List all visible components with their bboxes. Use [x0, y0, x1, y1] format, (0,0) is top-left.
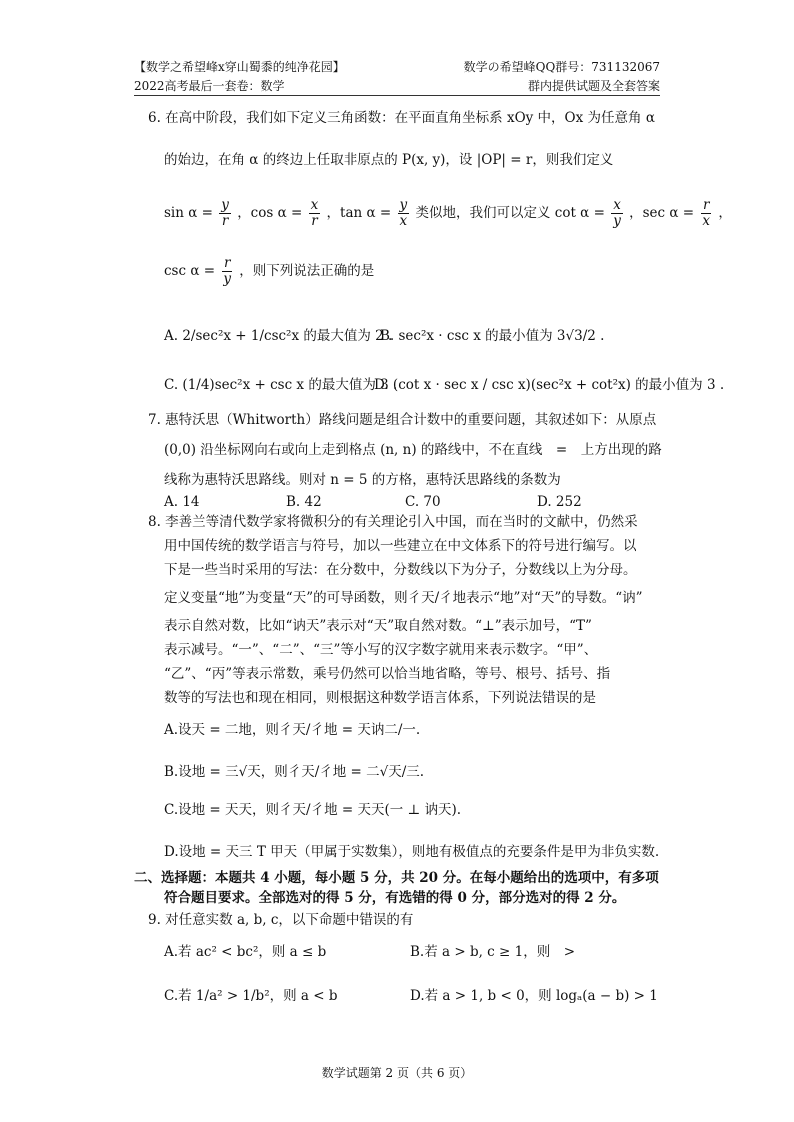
q6-cos-label: ，cos α =: [237, 205, 303, 221]
q6-sec-label: ，sec α =: [629, 205, 695, 221]
q8-option-a[interactable]: A.设天 = 二地，则彳天/彳地 = 天讷二/一.: [164, 722, 421, 738]
page-footer: 数学试题第 2 页（共 6 页）: [321, 1066, 473, 1080]
q8-line-1: 8. 李善兰等清代数学家将微积分的有关理论引入中国，而在当时的文献中，仍然采: [148, 514, 638, 530]
q9-option-b[interactable]: B.若 a > b, c ≥ 1，则 >: [410, 944, 576, 960]
q8-line-8: 数等的写法也和现在相同，则根据这种数学语言体系，下列说法错误的是: [164, 690, 596, 706]
section-2-line-1: 二、选择题：本题共 4 小题，每小题 5 分，共 20 分。在每小题给出的选项中，有多项: [134, 870, 659, 886]
q8-option-b[interactable]: B.设地 = 三√天，则彳天/彳地 = 二√天/三.: [164, 764, 425, 780]
q6-comma: ，: [718, 205, 732, 221]
frac-r-over-x: $\frac{r}{x}$: [702, 197, 711, 229]
q6-option-a[interactable]: A. 2/sec²x + 1/csc²x 的最大值为 2 .: [164, 328, 393, 344]
q8-line-6: 表示减号。“一”、“二”、“三”等小写的汉字数字就用来表示数字。“甲”、: [164, 642, 598, 658]
header-right-bottom: 群内提供试题及全套答案: [527, 79, 660, 93]
q8-line-4: 定义变量“地”为变量“天”的可导函数，则彳天/彳地表示“地”对“天”的导数。“讷”: [164, 590, 643, 606]
frac-x-over-r: $\frac{x}{r}$: [310, 197, 319, 229]
q9-option-a[interactable]: A.若 ac² < bc²，则 a ≤ b: [164, 944, 327, 960]
q6-option-b[interactable]: B. sec²x · csc x 的最小值为 3√3/2 .: [380, 328, 605, 344]
q6-line-4: [164, 254, 374, 288]
q7-option-d[interactable]: D. 252: [537, 494, 582, 510]
q9-option-c[interactable]: C.若 1/a² > 1/b²，则 a < b: [164, 988, 338, 1004]
q7-line-2: (0,0) 沿坐标网向右或向上走到格点 (n, n) 的路线中，不在直线 = 上方出现的路: [164, 442, 662, 458]
q8-line-3: 下是一些当时采用的写法：在分数中，分数线以下为分子，分数线以上为分母。: [164, 562, 637, 578]
q6-option-d[interactable]: D. (cot x · sec x / csc x)(sec²x + cot²x) 的最小值为 3 .: [374, 377, 725, 393]
q7-option-c[interactable]: C. 70: [405, 494, 441, 510]
q7-option-a[interactable]: A. 14: [164, 494, 200, 510]
q6-cot-label: 类似地，我们可以定义 cot α =: [415, 205, 605, 221]
q9-line-1: 9. 对任意实数 a, b, c，以下命题中错误的有: [148, 912, 414, 928]
frac-r-over-y: $\frac{r}{y}$: [223, 255, 231, 287]
q6-line-3: [164, 196, 732, 230]
q6-line-1: 6. 在高中阶段，我们如下定义三角函数：在平面直角坐标系 xOy 中，Ox 为任意角 α: [148, 110, 655, 126]
q7-line-3: 线称为惠特沃思路线。则对 n = 5 的方格，惠特沃思路线的条数为: [164, 472, 561, 488]
q8-line-5: 表示自然对数，比如“讷天”表示对“天”取自然对数。“⊥”表示加号，“T”: [164, 618, 592, 634]
q8-option-c[interactable]: C.设地 = 天天，则彳天/彳地 = 天天(一 ⊥ 讷天).: [164, 802, 462, 818]
header-right-top: 数学の希望峰QQ群号：731132067: [463, 60, 660, 74]
q8-option-d[interactable]: D.设地 = 天三 T 甲天（甲属于实数集），则地有极值点的充要条件是甲为非负实数.: [164, 844, 660, 860]
frac-x-over-y: $\frac{x}{y}$: [613, 197, 621, 229]
section-2-line-2: 符合题目要求。全部选对的得 5 分，有选错的得 0 分，部分选对的得 2 分。: [164, 890, 626, 906]
q6-question: ，则下列说法正确的是: [239, 263, 375, 279]
q8-line-7: “乙”、“丙”等表示常数，乘号仍然可以恰当地省略，等号、根号、括号、指: [164, 666, 611, 682]
q6-line-2: 的始边，在角 α 的终边上任取非原点的 P(x, y)，设 |OP| = r，则我们定义: [164, 152, 614, 168]
q6-csc-label: csc α =: [164, 263, 216, 279]
q6-tan-label: ，tan α =: [326, 205, 392, 221]
q6-option-c[interactable]: C. (1/4)sec²x + csc x 的最大值为 3 .: [164, 377, 398, 393]
q7-option-b[interactable]: B. 42: [286, 494, 322, 510]
q7-line-1: 7. 惠特沃思（Whitworth）路线问题是组合计数中的重要问题，其叙述如下：从原点: [148, 412, 657, 428]
frac-y-over-x: $\frac{y}{x}$: [399, 197, 408, 229]
header-left-top: 【数学之希望峰x穿山蜀黍的纯净花园】: [134, 60, 345, 74]
frac-y-over-r: $\frac{y}{r}$: [221, 197, 229, 229]
q6-sin-label: sin α =: [164, 205, 213, 221]
header-divider: [134, 95, 660, 96]
q8-line-2: 用中国传统的数学语言与符号，加以一些建立在中文体系下的符号进行编写。以: [164, 538, 637, 554]
header-left-bottom: 2022高考最后一套卷：数学: [134, 79, 285, 93]
q9-option-d[interactable]: D.若 a > 1, b < 0，则 logₐ(a − b) > 1: [410, 988, 658, 1004]
